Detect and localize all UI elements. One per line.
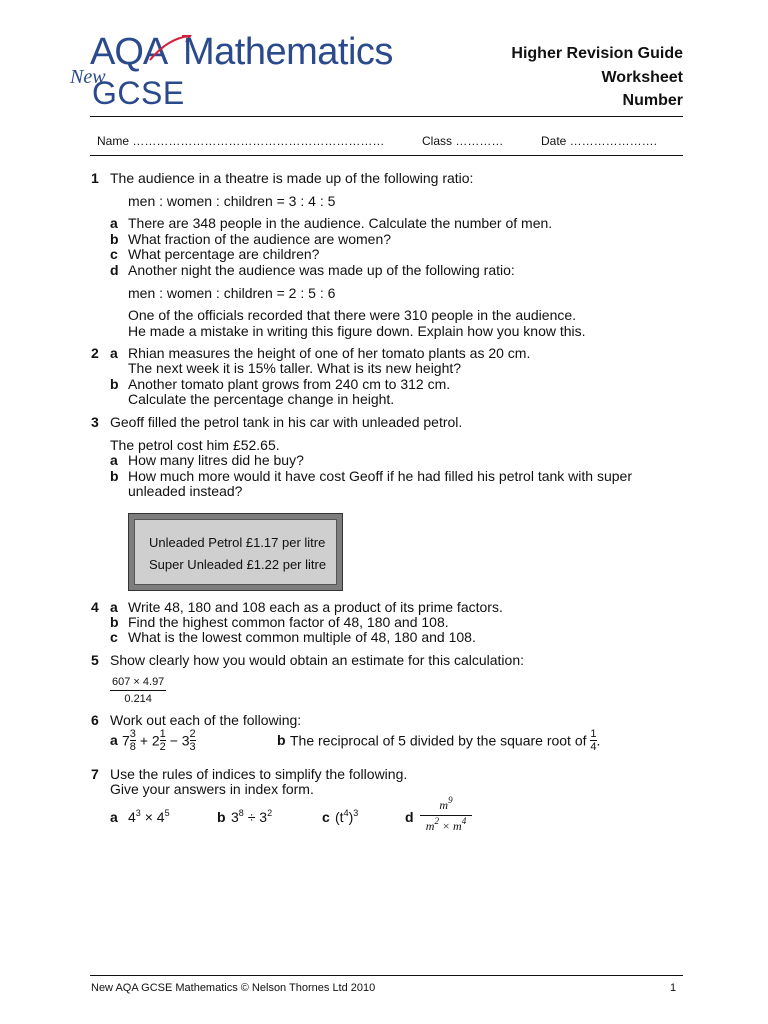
q7a-exp2: 5 <box>164 808 170 818</box>
q5-denominator: 0.214 <box>110 690 166 705</box>
q5-fraction <box>110 676 166 705</box>
q2-letter-a: a <box>110 345 118 361</box>
q6b-text: The reciprocal of 5 divided by the square root of <box>290 732 587 749</box>
header-title: Higher Revision Guide <box>511 45 683 62</box>
q6a-fraction3 <box>190 728 196 753</box>
q6b-num: 1 <box>590 728 597 740</box>
q1-letter-c: c <box>110 246 118 262</box>
q7-letter-b: b <box>217 809 226 825</box>
q6a-op1: + 2 <box>139 732 160 749</box>
q1-text: The audience in a theatre is made up of the following ratio: <box>110 170 474 186</box>
q3-part-b-line2: unleaded instead? <box>128 483 243 499</box>
q7b-base1: 3 <box>231 809 239 825</box>
header-topic: Number <box>622 92 683 109</box>
petrol-price-panel <box>134 519 337 585</box>
q7c-exp1: 4 <box>343 808 349 818</box>
q4-part-c: What is the lowest common multiple of 48, 180 and 108. <box>128 629 476 645</box>
class-field: Class ………… <box>422 134 504 148</box>
header-worksheet: Worksheet <box>601 69 683 86</box>
footer-rule <box>90 975 683 976</box>
q7-part-d <box>420 795 472 834</box>
petrol-price-box <box>128 513 343 591</box>
name-field: Name ……………………………………………………… <box>97 134 385 148</box>
q7b-op: ÷ 3 <box>243 809 268 825</box>
q6b-den: 4 <box>590 741 597 753</box>
q2-letter-b: b <box>110 376 119 392</box>
q7b-exp1: 8 <box>238 808 244 818</box>
q6-letter-a: a <box>110 732 118 748</box>
q1-part-c: What percentage are children? <box>128 246 320 262</box>
q7-text-line1: Use the rules of indices to simplify the following. <box>110 766 408 782</box>
q5-number: 5 <box>91 652 99 668</box>
q7a-base1: 4 <box>128 809 136 825</box>
q4-letter-b: b <box>110 614 119 630</box>
q7b-exp2: 2 <box>267 808 273 818</box>
q7-letter-d: d <box>405 809 414 825</box>
q1-part-d: Another night the audience was made up of the following ratio: <box>128 262 515 278</box>
q4-letter-a: a <box>110 599 118 615</box>
q6b-end: . <box>596 732 601 749</box>
q2-number: 2 <box>91 345 99 361</box>
q7a-exp1: 3 <box>135 808 141 818</box>
q1-number: 1 <box>91 170 99 186</box>
q2-part-a-line2: The next week it is 15% taller. What is its new height? <box>128 360 462 376</box>
q3-letter-b: b <box>110 468 119 484</box>
q1-ratio1: men : women : children = 3 : 4 : 5 <box>128 193 336 209</box>
q1-ratio2: men : women : children = 2 : 5 : 6 <box>128 285 336 301</box>
q3-cost: The petrol cost him £52.65. <box>110 437 280 453</box>
q6-part-a <box>122 728 196 753</box>
q3-number: 3 <box>91 414 99 430</box>
top-rule <box>90 116 683 117</box>
date-field: Date …………………. <box>541 134 658 148</box>
q7d-den-exp2: 4 <box>461 816 467 826</box>
q4-letter-c: c <box>110 629 118 645</box>
q7-part-c <box>335 810 358 826</box>
q3-letter-a: a <box>110 452 118 468</box>
meta-rule <box>90 155 683 156</box>
q6a-op2: − 3 <box>169 732 190 749</box>
q3-part-b-line1: How much more would it have cost Geoff if he had filled his petrol tank with super <box>128 468 632 484</box>
q1-part-b: What fraction of the audience are women? <box>128 231 392 247</box>
logo-new: New <box>70 66 106 88</box>
footer-copyright: New AQA GCSE Mathematics © Nelson Thornes Ltd 2010 <box>91 982 376 994</box>
q7d-num-base: m <box>439 798 449 812</box>
q7d-numerator <box>420 795 472 815</box>
q6-letter-b: b <box>277 732 286 748</box>
q7a-op: × 4 <box>140 809 165 825</box>
q6a-den3: 3 <box>189 741 196 753</box>
q5-text: Show clearly how you would obtain an estimate for this calculation: <box>110 652 524 668</box>
q3-part-a: How many litres did he buy? <box>128 452 304 468</box>
q6a-num2: 1 <box>159 728 166 740</box>
q2-part-b-line2: Calculate the percentage change in height. <box>128 391 395 407</box>
q6-text: Work out each of the following: <box>110 712 302 728</box>
q6a-den1: 8 <box>129 741 136 753</box>
unleaded-price: Unleaded Petrol £1.17 per litre <box>149 535 326 550</box>
q7d-num-exp: 9 <box>448 795 453 805</box>
q6a-fraction2 <box>160 728 166 753</box>
q7c-open: (t <box>335 809 344 825</box>
q7-text-line2: Give your answers in index form. <box>110 781 314 797</box>
logo-aqa: AQA <box>90 31 168 73</box>
page-number: 1 <box>670 982 677 994</box>
q6a-whole1: 7 <box>122 732 130 749</box>
q6-number: 6 <box>91 712 99 728</box>
q7-number: 7 <box>91 766 99 782</box>
q1-para-line1: One of the officials recorded that there were 310 people in the audience. <box>128 307 577 323</box>
q4-part-a: Write 48, 180 and 108 each as a product of its prime factors. <box>128 599 503 615</box>
q1-letter-d: d <box>110 262 119 278</box>
q7d-denominator <box>420 815 472 834</box>
q6a-num1: 3 <box>129 728 136 740</box>
q6a-fraction1 <box>130 728 136 753</box>
q7c-close: ) <box>348 809 354 825</box>
q7-part-b <box>231 810 272 826</box>
q7-letter-a: a <box>110 809 118 825</box>
q3-text: Geoff filled the petrol tank in his car with unleaded petrol. <box>110 414 463 430</box>
q7d-den-base1: m <box>425 819 435 833</box>
q7-part-a <box>128 810 170 826</box>
q5-numerator: 607 × 4.97 <box>112 676 165 688</box>
q1-letter-a: a <box>110 215 118 231</box>
super-unleaded-price: Super Unleaded £1.22 per litre <box>149 557 327 572</box>
q6a-den2: 2 <box>159 741 166 753</box>
q1-para-line2: He made a mistake in writing this figure down. Explain how you know this. <box>128 323 586 339</box>
logo-gcse: GCSE <box>92 75 185 111</box>
logo-mathematics: Mathematics <box>183 31 393 73</box>
q2-part-a-line1: Rhian measures the height of one of her tomato plants as 20 cm. <box>128 345 531 361</box>
q1-part-a: There are 348 people in the audience. Calculate the number of men. <box>128 215 553 231</box>
q4-part-b: Find the highest common factor of 48, 180 and 108. <box>128 614 449 630</box>
q1-letter-b: b <box>110 231 119 247</box>
q7d-den-op: × m <box>438 819 462 833</box>
q2-part-b-line1: Another tomato plant grows from 240 cm to 312 cm. <box>128 376 451 392</box>
q7-letter-c: c <box>322 809 330 825</box>
q7d-den-exp1: 2 <box>434 816 439 826</box>
q6-part-b <box>290 728 600 753</box>
q4-number: 4 <box>91 599 99 615</box>
q6a-num3: 2 <box>189 728 196 740</box>
q7c-exp2: 3 <box>353 808 359 818</box>
